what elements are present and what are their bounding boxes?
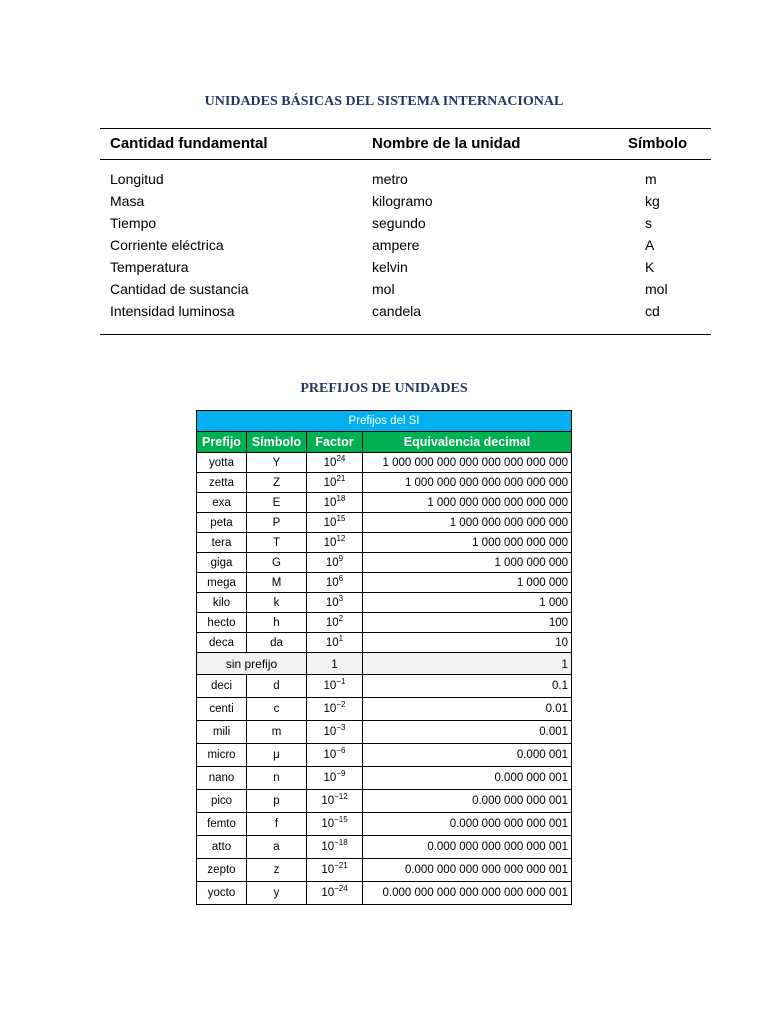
factor-exponent: −3: [336, 723, 346, 732]
factor-base: 10: [321, 795, 335, 807]
decimal-cell: 0.000 001: [363, 744, 572, 767]
factor-cell: [307, 513, 363, 533]
symbol-cell: T: [247, 533, 307, 553]
factor-base: 10: [323, 456, 337, 469]
symbol-cell: n: [247, 767, 307, 790]
factor-base: 10: [325, 636, 339, 649]
header-quantity: Cantidad fundamental: [110, 135, 268, 152]
factor-base: 10: [325, 556, 339, 569]
factor-base: 10: [323, 536, 337, 549]
table-row: [197, 593, 572, 613]
decimal-cell: 0.000 000 000 001: [363, 790, 572, 813]
symbol-cell: kg: [645, 193, 660, 209]
table-row: [100, 257, 711, 279]
factor-exponent: −1: [336, 677, 346, 686]
quantity-cell: Masa: [110, 193, 145, 209]
prefix-cell: deca: [197, 633, 247, 653]
decimal-cell: 0.000 000 000 000 000 000 001: [363, 859, 572, 882]
decimal-cell: 0.000 000 000 000 001: [363, 813, 572, 836]
factor-base: 10: [321, 887, 335, 899]
table-row: [197, 493, 572, 513]
unit-name-cell: segundo: [372, 215, 426, 231]
header-symbol: Símbolo: [247, 432, 307, 453]
prefix-cell: yotta: [197, 453, 247, 473]
factor-cell: [307, 633, 363, 653]
factor-base: 10: [323, 749, 337, 761]
prefix-cell: giga: [197, 553, 247, 573]
symbol-cell: A: [645, 237, 655, 253]
decimal-cell: 1 000 000 000 000 000 000 000 000: [363, 453, 572, 473]
basic-units-rows: [100, 169, 711, 323]
decimal-cell: 10: [363, 633, 572, 653]
decimal-cell: 1 000 000 000: [363, 553, 572, 573]
header-prefix: Prefijo: [197, 432, 247, 453]
table-row: [197, 573, 572, 593]
factor-cell: [307, 533, 363, 553]
table-row: [197, 613, 572, 633]
factor-cell: [307, 675, 363, 698]
factor-base: 10: [321, 864, 335, 876]
prefixes-title: PREFIJOS DE UNIDADES: [300, 381, 468, 396]
table-row: [100, 191, 711, 213]
decimal-cell: 0.000 000 000 000 000 001: [363, 836, 572, 859]
factor-cell: 1: [307, 653, 363, 675]
factor-exponent: −21: [334, 861, 348, 870]
factor-base: 10: [323, 680, 337, 692]
factor-exponent: 9: [338, 553, 344, 563]
factor-exponent: −12: [334, 792, 348, 801]
factor-exponent: 18: [336, 493, 346, 503]
table-row: [197, 553, 572, 573]
symbol-cell: cd: [645, 303, 660, 319]
factor-exponent: 3: [338, 593, 344, 603]
decimal-cell: 0.1: [363, 675, 572, 698]
prefix-cell: kilo: [197, 593, 247, 613]
basic-units-header: [100, 129, 711, 160]
factor-cell: [307, 744, 363, 767]
symbol-cell: k: [247, 593, 307, 613]
table-row: [197, 859, 572, 882]
symbol-cell: m: [645, 171, 657, 187]
factor-cell: [307, 493, 363, 513]
factor-cell: [307, 593, 363, 613]
prefix-cell: zepto: [197, 859, 247, 882]
table-row: [197, 767, 572, 790]
factor-exponent: −2: [336, 700, 346, 709]
decimal-cell: 1 000 000 000 000: [363, 533, 572, 553]
prefix-cell: atto: [197, 836, 247, 859]
factor-exponent: 1: [338, 633, 344, 643]
factor-cell: [307, 767, 363, 790]
prefix-cell: deci: [197, 675, 247, 698]
quantity-cell: Intensidad luminosa: [110, 303, 235, 319]
header-symbol: Símbolo: [628, 135, 688, 152]
unit-name-cell: metro: [372, 171, 408, 187]
table-row: [197, 813, 572, 836]
quantity-cell: Corriente eléctrica: [110, 237, 224, 253]
prefix-cell: pico: [197, 790, 247, 813]
factor-cell: [307, 473, 363, 493]
factor-base: 10: [321, 818, 335, 830]
factor-base: 10: [325, 596, 339, 609]
table-row: [100, 301, 711, 323]
header-unit-name: Nombre de la unidad: [372, 135, 521, 152]
decimal-cell: 1 000 000 000 000 000: [363, 513, 572, 533]
decimal-cell: 1 000: [363, 593, 572, 613]
table-row: [197, 721, 572, 744]
prefix-cell: mega: [197, 573, 247, 593]
symbol-cell: E: [247, 493, 307, 513]
table-row: [197, 744, 572, 767]
symbol-cell: f: [247, 813, 307, 836]
symbol-cell: h: [247, 613, 307, 633]
unit-name-cell: mol: [372, 281, 395, 297]
factor-base: 10: [321, 841, 335, 853]
table-row: [100, 213, 711, 235]
symbol-cell: c: [247, 698, 307, 721]
factor-cell: [307, 553, 363, 573]
factor-exponent: 6: [338, 573, 344, 583]
prefix-cell: micro: [197, 744, 247, 767]
factor-cell: [307, 613, 363, 633]
unit-name-cell: candela: [372, 303, 422, 319]
quantity-cell: Tiempo: [110, 215, 157, 231]
prefix-cell: centi: [197, 698, 247, 721]
table-row-no-prefix: [197, 653, 572, 675]
unit-name-cell: kelvin: [372, 259, 408, 275]
factor-base: 10: [325, 576, 339, 589]
prefix-cell: femto: [197, 813, 247, 836]
symbol-cell: μ: [247, 744, 307, 767]
factor-cell: [307, 721, 363, 744]
table-row: [197, 790, 572, 813]
factor-cell: [307, 790, 363, 813]
prefix-cell: peta: [197, 513, 247, 533]
unit-name-cell: ampere: [372, 237, 420, 253]
basic-units-table: [100, 128, 711, 335]
symbol-cell: mol: [645, 281, 668, 297]
factor-base: 10: [323, 703, 337, 715]
factor-base: 10: [323, 476, 337, 489]
symbol-cell: K: [645, 259, 655, 275]
symbol-cell: y: [247, 882, 307, 905]
prefix-cell: nano: [197, 767, 247, 790]
factor-base: 10: [323, 772, 337, 784]
table-row: [100, 235, 711, 257]
table-row: [197, 453, 572, 473]
prefix-cell: hecto: [197, 613, 247, 633]
prefix-cell: exa: [197, 493, 247, 513]
factor-exponent: −24: [334, 884, 348, 893]
factor-base: 10: [325, 616, 339, 629]
decimal-cell: 1 000 000 000 000 000 000 000: [363, 473, 572, 493]
decimal-cell: 0.01: [363, 698, 572, 721]
prefixes-table: [196, 410, 572, 905]
unit-name-cell: kilogramo: [372, 193, 433, 209]
no-prefix-cell: sin prefijo: [197, 653, 307, 675]
table-row: [197, 675, 572, 698]
factor-exponent: 12: [336, 533, 346, 543]
factor-exponent: −6: [336, 746, 346, 755]
table-row: [197, 633, 572, 653]
factor-cell: [307, 453, 363, 473]
symbol-cell: a: [247, 836, 307, 859]
symbol-cell: Y: [247, 453, 307, 473]
symbol-cell: P: [247, 513, 307, 533]
table-row: [197, 698, 572, 721]
prefixes-body: [197, 453, 572, 905]
decimal-cell: 100: [363, 613, 572, 633]
factor-exponent: −15: [334, 815, 348, 824]
table-row: [100, 279, 711, 301]
header-decimal: Equivalencia decimal: [363, 432, 572, 453]
symbol-cell: M: [247, 573, 307, 593]
decimal-cell: 1: [363, 653, 572, 675]
factor-cell: [307, 882, 363, 905]
factor-base: 10: [323, 496, 337, 509]
table-row: [197, 836, 572, 859]
header-factor: Factor: [307, 432, 363, 453]
factor-exponent: 15: [336, 513, 346, 523]
factor-cell: [307, 573, 363, 593]
symbol-cell: m: [247, 721, 307, 744]
prefix-cell: zetta: [197, 473, 247, 493]
table-row: [197, 513, 572, 533]
factor-cell: [307, 698, 363, 721]
factor-cell: [307, 813, 363, 836]
table-row: [197, 533, 572, 553]
factor-exponent: −18: [334, 838, 348, 847]
decimal-cell: 1 000 000 000 000 000 000: [363, 493, 572, 513]
prefixes-caption: Prefijos del SI: [197, 411, 572, 432]
factor-exponent: −9: [336, 769, 346, 778]
quantity-cell: Temperatura: [110, 259, 189, 275]
quantity-cell: Longitud: [110, 171, 164, 187]
factor-cell: [307, 859, 363, 882]
table-row: [197, 473, 572, 493]
symbol-cell: p: [247, 790, 307, 813]
prefix-cell: tera: [197, 533, 247, 553]
factor-cell: [307, 836, 363, 859]
prefix-cell: mili: [197, 721, 247, 744]
symbol-cell: d: [247, 675, 307, 698]
symbol-cell: Z: [247, 473, 307, 493]
decimal-cell: 1 000 000: [363, 573, 572, 593]
table-row: [197, 882, 572, 905]
factor-base: 10: [323, 516, 337, 529]
table-row: [100, 169, 711, 191]
basic-units-title: UNIDADES BÁSICAS DEL SISTEMA INTERNACIONAL: [204, 94, 564, 109]
decimal-cell: 0.000 000 001: [363, 767, 572, 790]
symbol-cell: z: [247, 859, 307, 882]
decimal-cell: 0.000 000 000 000 000 000 000 001: [363, 882, 572, 905]
decimal-cell: 0.001: [363, 721, 572, 744]
factor-exponent: 24: [336, 453, 346, 463]
symbol-cell: s: [645, 215, 652, 231]
factor-exponent: 21: [336, 473, 346, 483]
symbol-cell: G: [247, 553, 307, 573]
prefix-cell: yocto: [197, 882, 247, 905]
quantity-cell: Cantidad de sustancia: [110, 281, 249, 297]
factor-exponent: 2: [338, 613, 344, 623]
factor-base: 10: [323, 726, 337, 738]
symbol-cell: da: [247, 633, 307, 653]
